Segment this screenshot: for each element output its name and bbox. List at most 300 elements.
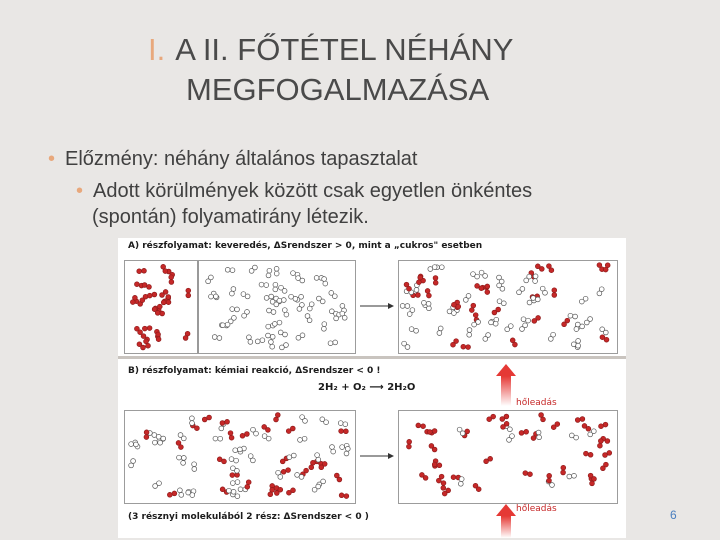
hydrogen-molecule (300, 278, 305, 283)
hydrogen-molecule (437, 331, 442, 336)
oxygen-molecule (513, 342, 518, 347)
hydrogen-molecule (260, 338, 265, 343)
entropy-figure (118, 238, 626, 538)
hydrogen-molecule (278, 475, 283, 480)
oxygen-molecule (344, 494, 349, 499)
hydrogen-molecule (320, 299, 325, 304)
hydrogen-molecule (493, 321, 498, 326)
oxygen-molecule (547, 473, 552, 478)
hydrogen-molecule (269, 294, 274, 299)
hydrogen-molecule (345, 446, 350, 451)
oxygen-molecule (473, 313, 478, 318)
slide-title (148, 30, 668, 110)
hydrogen-molecule (579, 299, 584, 304)
hydrogen-molecule (439, 265, 444, 270)
oxygen-molecule (156, 337, 161, 342)
hydrogen-molecule (291, 453, 296, 458)
hydrogen-molecule (273, 282, 278, 287)
hydrogen-molecule (218, 436, 223, 441)
oxygen-molecule (286, 468, 291, 473)
hydrogen-molecule (230, 268, 235, 273)
hydrogen-molecule (572, 473, 577, 478)
oxygen-molecule (501, 425, 506, 430)
hydrogen-molecule (340, 304, 345, 309)
oxygen-molecule (156, 332, 161, 337)
hydrogen-molecule (307, 306, 312, 311)
hydrogen-molecule (483, 274, 488, 279)
hydrogen-molecule (460, 431, 465, 436)
caption-part-b: B) részfolyamat: kémiai reakció, ΔSrendszer < 0 ! (128, 366, 381, 376)
hydrogen-molecule (225, 267, 230, 272)
oxygen-molecule (575, 418, 580, 423)
hydrogen-molecule (535, 297, 540, 302)
hydrogen-molecule (521, 317, 526, 322)
oxygen-molecule (592, 477, 597, 482)
hydrogen-molecule (568, 313, 573, 318)
hydrogen-molecule (255, 339, 260, 344)
oxygen-molecule (549, 268, 554, 273)
hydrogen-molecule (550, 483, 555, 488)
hydrogen-molecule (192, 462, 197, 467)
title-number: I. (148, 32, 166, 67)
oxygen-molecule (202, 417, 207, 422)
hydrogen-molecule (298, 438, 303, 443)
oxygen-molecule (163, 269, 168, 274)
hydrogen-molecule (405, 304, 410, 309)
bullet-level-1 (48, 146, 417, 172)
hydrogen-molecule (230, 481, 235, 486)
oxygen-molecule (561, 465, 566, 470)
oxygen-molecule (524, 429, 529, 434)
figure-graphics (118, 238, 626, 538)
hydrogen-molecule (220, 323, 225, 328)
oxygen-molecule (466, 345, 471, 350)
hydrogen-molecule (266, 324, 271, 329)
hydrogen-molecule (297, 307, 302, 312)
hydrogen-molecule (178, 488, 183, 493)
hydrogen-molecule (213, 436, 218, 441)
hydrogen-molecule (344, 451, 349, 456)
hydrogen-molecule (576, 339, 581, 344)
hydrogen-molecule (212, 335, 217, 340)
hydrogen-molecule (296, 335, 301, 340)
hydrogen-molecule (235, 494, 240, 499)
oxygen-molecule (339, 429, 344, 434)
hydrogen-molecule (316, 457, 321, 462)
oxygen-molecule (432, 447, 437, 452)
hydrogen-molecule (238, 487, 243, 492)
oxygen-molecule (531, 436, 536, 441)
oxygen-molecule (169, 280, 174, 285)
oxygen-molecule (523, 471, 528, 476)
oxygen-molecule (500, 417, 505, 422)
oxygen-molecule (562, 322, 567, 327)
oxygen-molecule (160, 311, 165, 316)
oxygen-molecule (280, 459, 285, 464)
hydrogen-molecule (573, 314, 578, 319)
bullet-dot-icon: • (76, 180, 84, 202)
hydrogen-molecule (230, 291, 235, 296)
oxygen-molecule (603, 267, 608, 272)
hydrogen-molecule (342, 315, 347, 320)
hydrogen-molecule (242, 313, 247, 318)
hydrogen-molecule (452, 311, 457, 316)
oxygen-molecule (552, 293, 557, 298)
oxygen-molecule (605, 439, 610, 444)
oxygen-molecule (142, 326, 147, 331)
oxygen-molecule (476, 487, 481, 492)
oxygen-molecule (246, 480, 251, 485)
oxygen-molecule (138, 330, 143, 335)
hydrogen-molecule (414, 328, 419, 333)
hydrogen-molecule (238, 447, 243, 452)
hydrogen-molecule (134, 442, 139, 447)
oxygen-molecule (603, 422, 608, 427)
hydrogen-molecule (181, 456, 186, 461)
oxygen-molecule (135, 282, 140, 287)
oxygen-molecule (274, 491, 279, 496)
oxygen-molecule (425, 289, 430, 294)
oxygen-molecule (147, 285, 152, 290)
oxygen-molecule (561, 470, 566, 475)
oxygen-molecule (195, 426, 200, 431)
oxygen-molecule (601, 466, 606, 471)
hydrogen-molecule (322, 322, 327, 327)
oxygen-molecule (416, 423, 421, 428)
hydrogen-molecule (575, 322, 580, 327)
hydrogen-molecule (274, 266, 279, 271)
hydrogen-molecule (284, 312, 289, 317)
hydrogen-molecule (231, 489, 236, 494)
hydrogen-molecule (340, 445, 345, 450)
oxygen-molecule (186, 288, 191, 293)
oxygen-molecule (588, 452, 593, 457)
hydrogen-molecule (334, 316, 339, 321)
molecule-particles (129, 263, 612, 499)
bullet-level-2 (76, 178, 636, 230)
hydrogen-molecule (234, 458, 239, 463)
oxygen-molecule (337, 477, 342, 482)
oxygen-molecule (541, 417, 546, 422)
hydrogen-molecule (603, 330, 608, 335)
hydrogen-molecule (293, 296, 298, 301)
hydrogen-molecule (233, 448, 238, 453)
oxygen-molecule (319, 465, 324, 470)
hydrogen-molecule (548, 337, 553, 342)
oxygen-molecule (407, 444, 412, 449)
hydrogen-molecule (533, 279, 538, 284)
oxygen-molecule (407, 286, 412, 291)
oxygen-molecule (229, 435, 234, 440)
hydrogen-molecule (177, 455, 182, 460)
hydrogen-molecule (213, 294, 218, 299)
hydrogen-molecule (314, 276, 319, 281)
oxygen-molecule (423, 476, 428, 481)
oxygen-molecule (519, 431, 524, 436)
oxygen-molecule (487, 417, 492, 422)
oxygen-molecule (183, 336, 188, 341)
hydrogen-molecule (190, 416, 195, 421)
hydrogen-molecule (282, 308, 287, 313)
oxygen-molecule (268, 492, 273, 497)
hydrogen-molecule (588, 432, 593, 437)
hydrogen-molecule (527, 300, 532, 305)
hydrogen-molecule (181, 461, 186, 466)
oxygen-molecule (222, 459, 227, 464)
hydrogen-molecule (508, 427, 513, 432)
heat-release-label-2: hőleadás (516, 504, 557, 514)
hydrogen-molecule (254, 431, 259, 436)
hydrogen-molecule (507, 438, 512, 443)
oxygen-molecule (432, 429, 437, 434)
hydrogen-molecule (324, 420, 329, 425)
hydrogen-molecule (531, 296, 536, 301)
oxygen-molecule (421, 424, 426, 429)
hydrogen-molecule (270, 334, 275, 339)
hydrogen-molecule (332, 294, 337, 299)
oxygen-molecule (407, 439, 412, 444)
oxygen-molecule (433, 276, 438, 281)
oxygen-molecule (436, 478, 441, 483)
hydrogen-molecule (266, 333, 271, 338)
oxygen-molecule (485, 284, 490, 289)
hydrogen-molecule (343, 422, 348, 427)
hydrogen-molecule (574, 327, 579, 332)
hydrogen-molecule (277, 320, 282, 325)
hydrogen-molecule (161, 436, 166, 441)
oxygen-molecule (456, 304, 461, 309)
oxygen-molecule (485, 290, 490, 295)
hydrogen-molecule (247, 335, 252, 340)
oxygen-molecule (146, 343, 151, 348)
hydrogen-molecule (229, 457, 234, 462)
oxygen-molecule (471, 303, 476, 308)
oxygen-molecule (172, 491, 177, 496)
oxygen-molecule (604, 337, 609, 342)
hydrogen-molecule (267, 308, 272, 313)
oxygen-molecule (230, 473, 235, 478)
hydrogen-molecule (129, 463, 134, 468)
process-arrow-icon (360, 453, 394, 459)
hydrogen-molecule (230, 307, 235, 312)
hydrogen-molecule (303, 419, 308, 424)
hydrogen-molecule (245, 294, 250, 299)
process-arrow-icon (360, 303, 394, 309)
hydrogen-molecule (158, 440, 163, 445)
oxygen-molecule (309, 465, 314, 470)
hydrogen-molecule (283, 332, 288, 337)
hydrogen-molecule (458, 481, 463, 486)
oxygen-molecule (240, 433, 245, 438)
hydrogen-molecule (259, 282, 264, 287)
hydrogen-molecule (192, 467, 197, 472)
hydrogen-molecule (330, 445, 335, 450)
hydrogen-molecule (597, 291, 602, 296)
hydrogen-molecule (291, 271, 296, 276)
hydrogen-molecule (129, 442, 134, 447)
oxygen-molecule (137, 269, 142, 274)
hydrogen-molecule (248, 340, 253, 345)
hydrogen-molecule (235, 468, 240, 473)
oxygen-molecule (186, 293, 191, 298)
hydrogen-molecule (536, 430, 541, 435)
hydrogen-molecule (338, 421, 343, 426)
hydrogen-molecule (467, 332, 472, 337)
oxygen-molecule (492, 310, 497, 315)
hydrogen-molecule (274, 271, 279, 276)
oxygen-molecule (274, 417, 279, 422)
hydrogen-molecule (179, 493, 184, 498)
caption-bottom: (3 résznyi molekulából 2 rész: ΔSrendszer < 0 ) (128, 512, 369, 522)
hydrogen-molecule (543, 290, 548, 295)
oxygen-molecule (441, 481, 446, 486)
oxygen-molecule (441, 486, 446, 491)
hydrogen-molecule (328, 341, 333, 346)
hydrogen-molecule (264, 283, 269, 288)
hydrogen-molecule (505, 327, 510, 332)
hydrogen-molecule (323, 281, 328, 286)
bullet-level-2-text-1: Adott körülmények között csak egyetlen önkéntes (93, 180, 533, 202)
hydrogen-molecule (567, 474, 572, 479)
hydrogen-molecule (322, 326, 327, 331)
oxygen-molecule (590, 481, 595, 486)
hydrogen-molecule (322, 277, 327, 282)
hydrogen-molecule (231, 287, 236, 292)
oxygen-molecule (161, 300, 166, 305)
oxygen-molecule (586, 426, 591, 431)
hydrogen-molecule (266, 273, 271, 278)
oxygen-molecule (461, 344, 466, 349)
oxygen-molecule (532, 319, 537, 324)
hydrogen-molecule (422, 300, 427, 305)
oxygen-molecule (580, 417, 585, 422)
hydrogen-molecule (331, 449, 336, 454)
hydrogen-molecule (156, 434, 161, 439)
oxygen-molecule (551, 425, 556, 430)
heat-arrow-icon (496, 504, 516, 538)
oxygen-molecule (281, 469, 286, 474)
hydrogen-molecule (181, 436, 186, 441)
hydrogen-molecule (517, 290, 522, 295)
hydrogen-molecule (153, 484, 158, 489)
oxygen-molecule (166, 300, 171, 305)
oxygen-molecule (603, 453, 608, 458)
oxygen-molecule (266, 428, 271, 433)
oxygen-molecule (451, 475, 456, 480)
hydrogen-molecule (427, 306, 432, 311)
hydrogen-molecule (409, 327, 414, 332)
oxygen-molecule (141, 345, 146, 350)
oxygen-molecule (417, 280, 422, 285)
oxygen-molecule (437, 463, 442, 468)
hydrogen-molecule (266, 436, 271, 441)
hydrogen-molecule (537, 435, 542, 440)
hydrogen-molecule (209, 294, 214, 299)
hydrogen-molecule (501, 301, 506, 306)
oxygen-molecule (552, 288, 557, 293)
hydrogen-molecule (467, 328, 472, 333)
hydrogen-molecule (281, 298, 286, 303)
bullet-level-1-text: Előzmény: néhány általános tapasztalat (65, 148, 418, 170)
hydrogen-molecule (190, 493, 195, 498)
hydrogen-molecule (219, 426, 224, 431)
page-number: 6 (670, 508, 677, 522)
hydrogen-molecule (280, 345, 285, 350)
hydrogen-molecule (235, 480, 240, 485)
oxygen-molecule (147, 326, 152, 331)
hydrogen-molecule (272, 322, 277, 327)
hydrogen-molecule (249, 269, 254, 274)
oxygen-molecule (142, 268, 147, 273)
oxygen-molecule (469, 308, 474, 313)
hydrogen-molecule (225, 322, 230, 327)
oxygen-molecule (169, 275, 174, 280)
oxygen-molecule (451, 342, 456, 347)
hydrogen-molecule (235, 307, 240, 312)
caption-part-a: A) részfolyamat: keveredés, ΔSrendszer > 0, mint a „cukros" esetben (128, 241, 483, 251)
oxygen-molecule (344, 429, 349, 434)
hydrogen-molecule (574, 435, 579, 440)
hydrogen-molecule (287, 455, 292, 460)
oxygen-molecule (167, 492, 172, 497)
hydrogen-molecule (520, 327, 525, 332)
title-line-2: MEGFOGALMAZÁSA (186, 72, 490, 107)
hydrogen-molecule (302, 436, 307, 441)
hydrogen-molecule (526, 318, 531, 323)
hydrogen-molecule (251, 458, 256, 463)
oxygen-molecule (433, 280, 438, 285)
oxygen-molecule (598, 443, 603, 448)
hydrogen-molecule (400, 304, 405, 309)
oxygen-molecule (484, 459, 489, 464)
hydrogen-molecule (264, 296, 269, 301)
hydrogen-molecule (267, 268, 272, 273)
reaction-equation: 2H₂ + O₂ ⟶ 2H₂O (318, 382, 416, 393)
heat-arrow-icon (496, 364, 516, 406)
hydrogen-molecule (414, 288, 419, 293)
oxygen-molecule (418, 275, 423, 280)
hydrogen-molecule (227, 488, 232, 493)
bullet-dot-icon: • (48, 148, 56, 170)
oxygen-molecule (130, 300, 135, 305)
hydrogen-molecule (333, 340, 338, 345)
hydrogen-molecule (271, 310, 276, 315)
hydrogen-molecule (524, 278, 529, 283)
oxygen-molecule (228, 431, 233, 436)
oxygen-molecule (416, 293, 421, 298)
oxygen-molecule (245, 484, 250, 489)
hydrogen-molecule (273, 287, 278, 292)
hydrogen-molecule (206, 279, 211, 284)
oxygen-molecule (144, 430, 149, 435)
oxygen-molecule (287, 490, 292, 495)
hydrogen-molecule (153, 440, 158, 445)
hydrogen-molecule (312, 487, 317, 492)
oxygen-molecule (140, 298, 145, 303)
oxygen-molecule (155, 311, 160, 316)
oxygen-molecule (432, 462, 437, 467)
hydrogen-molecule (576, 343, 581, 348)
hydrogen-molecule (426, 301, 431, 306)
hydrogen-molecule (217, 336, 222, 341)
hydrogen-molecule (438, 326, 443, 331)
hydrogen-molecule (307, 318, 312, 323)
hydrogen-molecule (270, 344, 275, 349)
oxygen-molecule (160, 293, 165, 298)
bullet-level-2-text-2: (spontán) folyamatirány létezik. (92, 206, 369, 228)
hydrogen-molecule (489, 320, 494, 325)
oxygen-molecule (427, 293, 432, 298)
